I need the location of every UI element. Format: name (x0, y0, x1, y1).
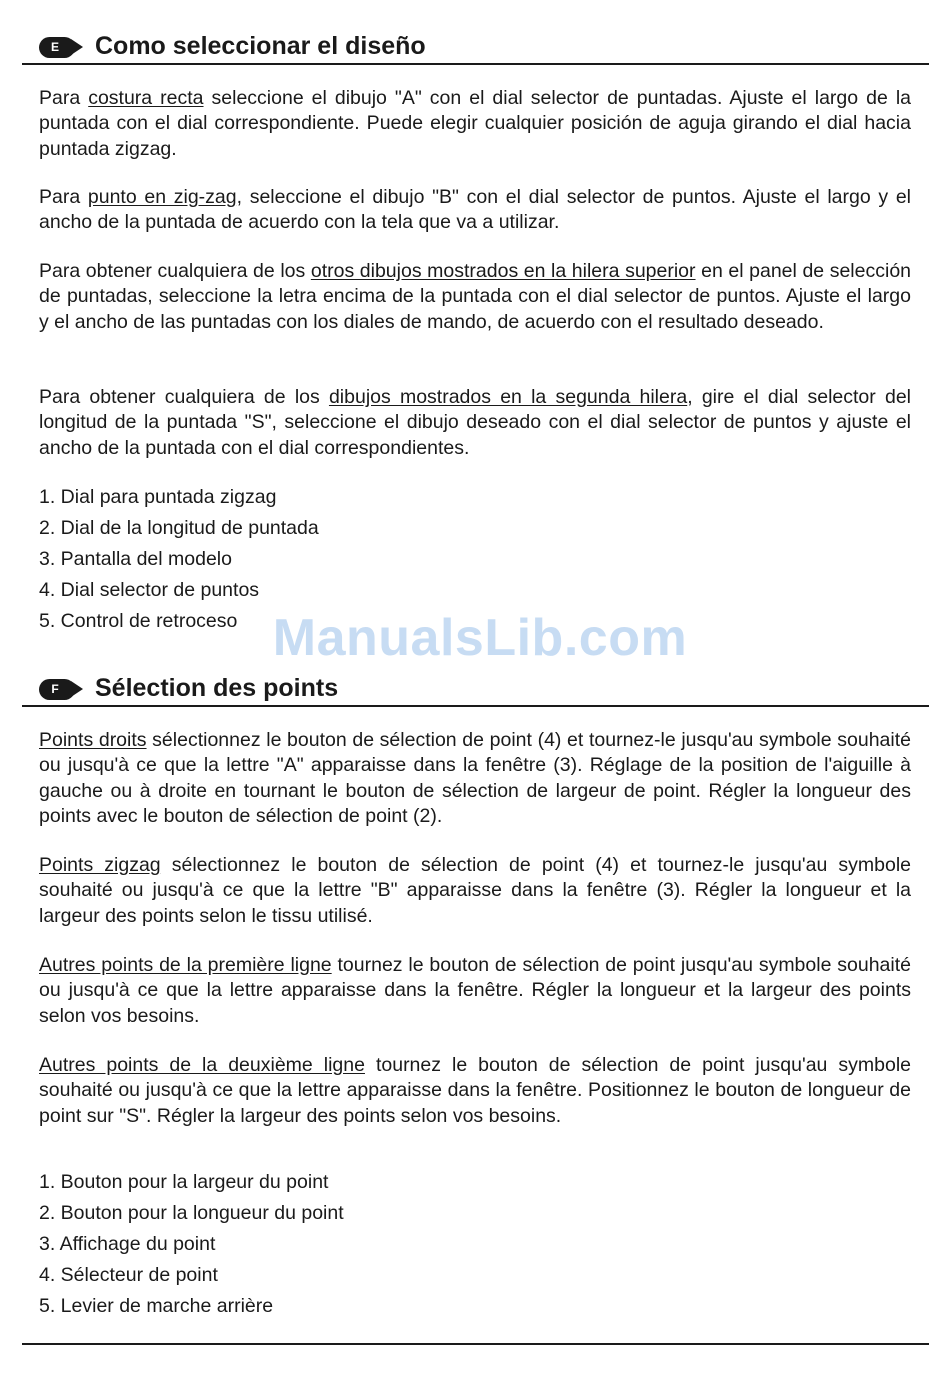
paragraph-es-4 (39, 385, 911, 461)
paragraph-body: tournez le bouton de sélection de point jusqu'au symbole souhaité ou jusqu'à ce que la lettre apparaisse dans la fenêtre. Positionnez le bouton de longueur de point sur "S". Régler la largeur des points selon vos besoins. (39, 1054, 912, 1127)
paragraph-body: , gire el dial selector del longitud de la puntada "S", seleccione el dibujo deseado con el dial selector de puntos y ajuste el ancho de la puntada con el dial correspondientes. (39, 386, 911, 459)
paragraph-es-1 (39, 86, 911, 162)
paragraph-fr-2 (39, 853, 911, 929)
section-title-fr: Sélection des points (95, 674, 339, 702)
paragraph-body: sélectionnez le bouton de sélection de point (4) et tournez-le jusqu'au symbole souhaité ou jusqu'à ce que la lettre "B" apparaisse dans la fenêtre (3). Régler la longueur et la largeur des points selon le tissu utilisé. (39, 854, 911, 927)
paragraph-lead: Para obtener cualquiera de los (39, 386, 329, 408)
paragraph-es-3 (39, 259, 911, 335)
paragraph-es-2 (39, 185, 911, 236)
paragraph-underlined-term: otros dibujos mostrados en la hilera superior (310, 260, 696, 282)
paragraph-body: en el panel de selección de puntadas, seleccione la letra encima de la puntada con el dial selector de puntos. Ajuste el largo y el ancho de las puntadas con los diales de mando, de acuerdo con el resultado deseado. (39, 260, 912, 333)
badge-label: E (39, 37, 75, 58)
paragraph-fr-1 (39, 728, 911, 830)
section-title-es: Como seleccionar el diseño (95, 32, 426, 60)
paragraph-underlined-term: costura recta (88, 87, 204, 109)
arrow-right-icon (71, 681, 83, 697)
paragraph-fr-3 (39, 953, 911, 1029)
paragraph-body: tournez le bouton de sélection de point jusqu'au symbole souhaité ou jusqu'à ce que la lettre apparaisse dans la fenêtre. Régler la longueur et la largeur des points selon vos besoins. (39, 954, 911, 1027)
paragraph-underlined-term: Points zigzag (39, 854, 161, 876)
paragraph-body: , seleccione el dibujo "B" con el dial selector de puntos. Ajuste el largo y el ancho de la puntada de acuerdo con la tela que va a utilizar. (39, 186, 912, 234)
paragraph-lead: Para (39, 87, 89, 109)
list-item: 2. Dial de la longitud de puntada (39, 517, 319, 539)
paragraph-body: seleccione el dibujo "A" con el dial selector de puntadas. Ajuste el largo de la puntada con el dial correspondiente. Puede elegir cualquier posición de aguja girando el dial hacia puntada zigzag. (39, 87, 911, 160)
badge-label: F (39, 679, 75, 700)
paragraph-underlined-term: Autres points de la première ligne (39, 954, 332, 976)
bottom-divider (22, 1343, 929, 1345)
paragraph-underlined-term: Points droits (39, 729, 147, 751)
list-item: 5. Control de retroceso (39, 610, 238, 632)
list-item: 1. Bouton pour la largeur du point (39, 1171, 329, 1193)
language-badge-es (39, 37, 85, 58)
paragraph-lead: Para (39, 186, 88, 208)
list-item: 2. Bouton pour la longueur du point (39, 1202, 344, 1224)
paragraph-body: sélectionnez le bouton de sélection de point (4) et tournez-le jusqu'au symbole souhaité ou jusqu'à ce que la lettre "A" apparaisse dans la fenêtre (3). Réglage de la position de l'aiguille à gauche ou à droite en tournant le bouton de sélection de largeur de point. Régler la longueur des points avec le bouton de sélection de point (2). (39, 729, 911, 828)
watermark: ManualsLib.com (272, 609, 688, 667)
section-header-fr (22, 669, 929, 707)
parts-list-fr (39, 1167, 344, 1322)
arrow-right-icon (71, 39, 83, 55)
paragraph-underlined-term: Autres points de la deuxième ligne (39, 1054, 365, 1076)
paragraph-underlined-term: punto en zig-zag (87, 186, 237, 208)
language-badge-fr (39, 679, 85, 700)
list-item: 3. Affichage du point (39, 1233, 216, 1255)
paragraph-underlined-term: dibujos mostrados en la segunda hilera (328, 386, 688, 408)
list-item: 1. Dial para puntada zigzag (39, 486, 277, 508)
paragraph-fr-4 (39, 1053, 911, 1129)
list-item: 3. Pantalla del modelo (39, 548, 232, 570)
section-header-es (22, 27, 929, 65)
paragraph-lead: Para obtener cualquiera de los (39, 260, 311, 282)
list-item: 4. Dial selector de puntos (39, 579, 260, 601)
list-item: 5. Levier de marche arrière (39, 1295, 274, 1317)
list-item: 4. Sélecteur de point (39, 1264, 218, 1286)
